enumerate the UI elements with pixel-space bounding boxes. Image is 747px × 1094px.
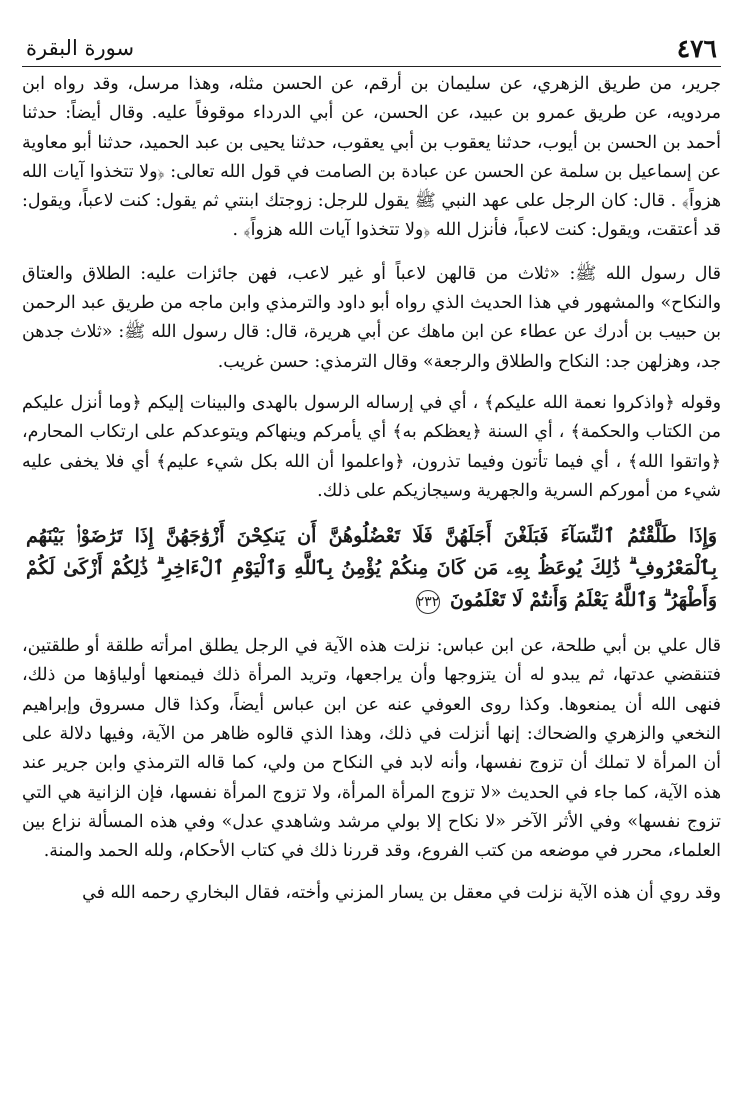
paragraph-3: وقوله ﴿واذكروا نعمة الله عليكم﴾ ، أي في إرساله الرسول بالهدى والبينات إليكم ﴿وما أنزل عليكم من الكتاب والحكمة﴾ ، أي السنة ﴿يعظكم به﴾ أي يأمركم وينهاكم ويتوعدكم على ارتكاب المحارم، ﴿واتقوا الله﴾ ، أي فيما تأتون وفيما تذرون، ﴿واعلموا أن الله بكل شيء عليم﴾ أي فلا يخفى عليه شيء من أموركم السرية والجهرية وسيجازيكم على ذلك. [22, 392, 721, 501]
paragraph-2: قال رسول الله ﷺ: «ثلاث من قالهن لاعباً أو غير لاعب، فهن جائزات عليه: الطلاق والعتاق والنكاح» والمشهور في هذا الحديث الذي رواه أبو داود والترمذي وابن ماجه من طريق عبد الرحمن بن حبيب بن أدرك عن عطاء عن ابن ماهك عن أبي هريرة، قال: قال رسول الله ﷺ: «ثلاث جدهن جد، وهزلهن جد: النكاح والطلاق والرجعة» وقال الترمذي: حسن غريب. [22, 263, 721, 372]
verse-number-marker: ٢٣٢ [416, 590, 440, 614]
paragraph-1: جرير، من طريق الزهري، عن سليمان بن أرقم، عن الحسن مثله، وهذا مرسل، وقد رواه ابن مردويه، عن طريق عمرو بن عبيد، عن الحسن، عن أبي الدرداء موقوفاً عليه. وقال أيضاً: حدثنا أحمد بن الحسن بن أيوب، حدثنا يعقوب بن أبي يعقوب، حدثنا يحيى بن عبد الحميد، حدثنا أبو معاوية عن إسماعيل بن سلمة عن الحسن عن عبادة بن الصامت في قول الله تعالى: ﴿ولا تتخذوا آيات الله هزواً﴾ . قال: كان الرجل على عهد النبي ﷺ يقول للرجل: زوجتك ابنتي ثم يقول: كنت لاعباً، ويقول: قد أعتقت، ويقول: كنت لاعباً، فأنزل الله ﴿ولا تتخذوا آيات الله هزواً﴾ . [22, 74, 721, 241]
verse-text: وَإِذَا طَلَّقْتُمُ ٱلنِّسَآءَ فَبَلَغْنَ أَجَلَهُنَّ فَلَا تَعْضُلُوهُنَّ أَن يَنكِحْنَ أَزْوَٰجَهُنَّ إِذَا تَرَٰضَوْا۟ بَيْنَهُم بِٱلْمَعْرُوفِ ۗ ذَٰلِكَ يُوعَظُ بِهِۦ مَن كَانَ مِنكُمْ يُؤْمِنُ بِٱللَّهِ وَٱلْيَوْمِ ٱلْءَاخِرِ ۗ ذَٰلِكُمْ أَزْكَىٰ لَكُمْ وَأَطْهَرُ ۗ وَٱللَّهُ يَعْلَمُ وَأَنتُمْ لَا تَعْلَمُونَ [26, 525, 717, 612]
page-header [22, 28, 721, 67]
surah-name: سورة البقرة [26, 36, 135, 60]
page-body [22, 70, 721, 908]
quran-verse [22, 520, 721, 616]
page-number: ٤٧٦ [676, 34, 717, 63]
paragraph-4: قال علي بن أبي طلحة، عن ابن عباس: نزلت هذه الآية في الرجل يطلق امرأته طلقة أو طلقتين، فتنقضي عدتها، ثم يبدو له أن يتزوجها وأن يراجعها، وتريد المرأة ذلك فيمنعها أولياؤها من ذلك، فنهى الله أن يمنعوها. وكذا روى العوفي عنه عن ابن عباس أيضاً، وكذا قال مسروق وإبراهيم النخعي والزهري والضحاك: إنها أنزلت في ذلك، وهذا الذي قالوه ظاهر من الآية، وفيها دلالة على أن المرأة لا تملك أن تزوج نفسها، وأنه لابد في النكاح من ولي، كما قاله الترمذي وابن جرير عند هذه الآية، كما جاء في الحديث «لا تزوج المرأة المرأة، ولا تزوج المرأة نفسها، فإن الزانية هي التي تزوج نفسها» وفي الأثر الآخر «لا نكاح إلا بولي مرشد وشاهدي عدل» وفي هذه المسألة نزاع بين العلماء، محرر في موضعه من كتب الفروع، وقد قررنا ذلك في كتاب الأحكام، ولله الحمد والمنة. [22, 636, 721, 862]
paragraph-5: وقد روي أن هذه الآية نزلت في معقل بن يسار المزني وأخته، فقال البخاري رحمه الله في [82, 882, 721, 903]
